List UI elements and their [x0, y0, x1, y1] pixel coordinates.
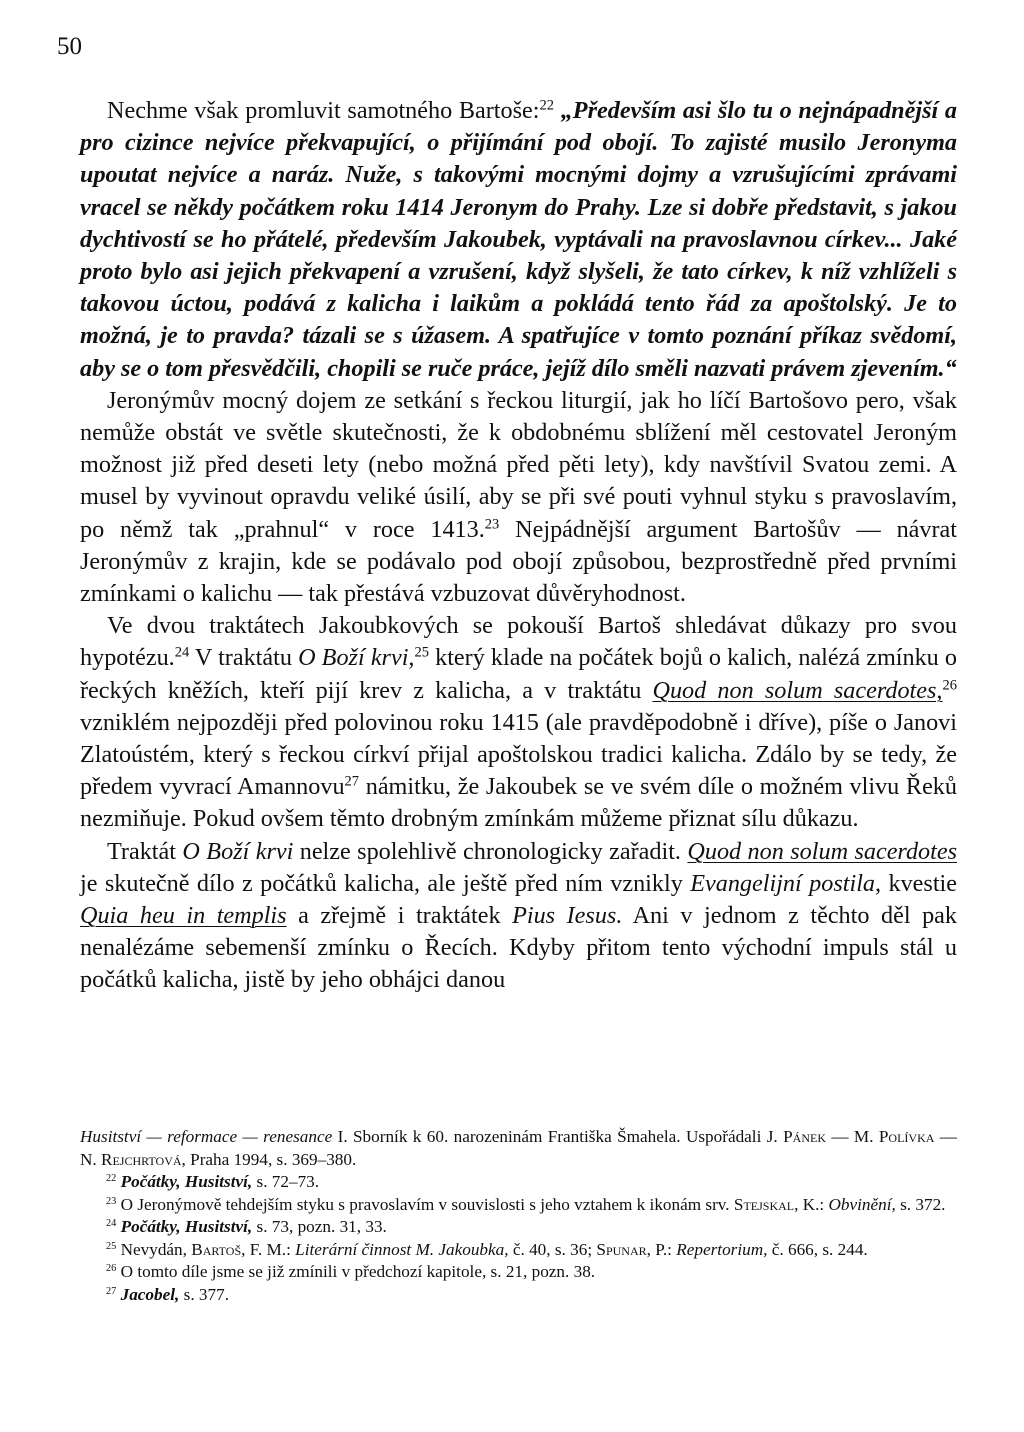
text-run: s. 72–73. [252, 1172, 320, 1191]
text-run: O Jeronýmově tehdejším styku s pravoslavím v souvislosti s jeho vztahem k ikonám srv. [116, 1194, 734, 1214]
text-run: „Především asi šlo tu o nejnápadnější a pro cizince nejvíce překvapující, o přijímání pod obojí. To zajisté musilo Jeronyma upoutat nejvíce a naráz. Nuže, s takovými mocnými dojmy a vzrušujícími zprávami vracel se někdy počátkem roku 1414 Jeronym do Prahy. Lze si dobře představit, s jakou dychtivostí se ho přátelé, především Jakoubek, vyptávali na pravoslavnou církev... Jaké proto bylo asi jejich překvapení a vzrušení, když slyšeli, že tato církev, k níž vzhlíželi s takovou úctou, podává z kalicha i laikům a pokládá tento řád za apoštolský. Je to možná, je to pravda? tázali se s úžasem. A spatřujíce v tomto poznání příkaz svědomí, aby se o tom přesvědčili, chopili se ruče práce, jejíž dílo směli nazvati právem zjevením.“ [80, 97, 957, 382]
text-run: Jeronýmův mocný dojem ze setkání s řeckou liturgií, jak ho líčí Bartošovo pero, však nemůže obstát ve světle skutečnosti, že k obdobnému sblížení měl cestovatel Jeroným možnost již před deseti lety (nebo možná před pěti lety), kdy navštívil Svatou zemi. A musel by vyvinout opravdu veliké úsilí, aby se při své pouti vyhnul styku s pravoslavím, po němž tak „prahnul“ v roce 1413. [80, 386, 957, 543]
text-run: Nejpádnější argument Bartošův — návrat Jeronýmův z krajin, kde se podávalo pod obojí způsobou, bezprostředně před prvními zmínkami o kalichu — tak přestává vzbuzovat důvěryhodnost. [80, 515, 957, 608]
paragraph [80, 95, 957, 385]
footnote-ref: 27 [344, 773, 360, 790]
footnote [80, 1194, 957, 1217]
footnote-ref: 24 [174, 644, 190, 661]
text-run: Nechme však promluvit samotného Bartoše: [107, 97, 540, 124]
footnote-ref: 22 [106, 1172, 117, 1184]
text-run: Jacobel, [120, 1284, 180, 1304]
text-run: Husitství — reformace — renesance [80, 1127, 333, 1146]
text-run: Stejskal [733, 1194, 795, 1214]
text-run: je skutečně dílo z počátků kalicha, ale ještě před ním vznikly [80, 869, 691, 897]
text-run: O Boží krvi, [298, 644, 415, 672]
text-run: Počátky, Husitství, [120, 1172, 253, 1191]
text-run: Rejchrtová [101, 1149, 182, 1169]
footnote [80, 1239, 957, 1262]
text-run: Quia heu in templis [80, 902, 287, 930]
footnote [80, 1284, 957, 1307]
text-run: Pius Iesus. [512, 902, 623, 930]
page-number: 50 [57, 33, 82, 60]
text-run: V traktátu [189, 644, 299, 672]
text-run: Quod non solum sacerdotes [687, 837, 958, 865]
text-run: č. 666, s. 244. [767, 1239, 868, 1259]
footnote-ref: 26 [106, 1262, 117, 1274]
text-run: O Boží krvi [182, 837, 294, 865]
text-run: Obvinění, [828, 1194, 896, 1214]
text-run: vzniklém nejpozději před polovinou roku 1415 (ale pravděpodobně i dříve), píše o Janovi Zlatoústém, který s řeckou církví přijal apoštolskou tradici kalicha. Zdálo by se tedy, že předem vyvrací Amannovu [80, 708, 957, 801]
text-run: Nevydán, [116, 1239, 192, 1259]
text-run: Bartoš [191, 1239, 242, 1259]
text-run: , Praha 1994, s. 369–380. [181, 1149, 357, 1169]
text-run: , F. M.: [241, 1239, 296, 1259]
text-run: č. 40, s. 36; [508, 1239, 597, 1259]
text-run: s. 377. [179, 1284, 229, 1304]
footnote [80, 1261, 957, 1284]
text-run: O tomto díle jsme se již zmínili v předchozí kapitole, s. 21, pozn. 38. [116, 1262, 596, 1281]
footnote-ref: 27 [106, 1285, 117, 1297]
text-run: s. 372. [895, 1194, 946, 1214]
body-text [80, 95, 957, 997]
text-run: Pánek [783, 1127, 826, 1146]
text-run: který klade na počátek bojů o kalich, nalézá zmínku o řeckých kněžích, kteří pijí krev z kalicha, a v traktátu [80, 644, 957, 704]
footnote-ref: 23 [106, 1195, 117, 1207]
text-run: nelze spolehlivě chronologicky zařadit. [293, 837, 688, 865]
footnote-ref: 23 [484, 515, 500, 532]
paragraph [80, 610, 957, 835]
footnote-ref: 24 [106, 1217, 117, 1229]
paragraph [80, 385, 957, 610]
footnotes [80, 1126, 957, 1306]
footnote-ref: 26 [942, 676, 957, 693]
text-run: námitku, že Jakoubek se ve svém díle o možném vlivu Řeků nezmiňuje. Pokud ovšem těmto drobným zmínkám můžeme přiznat sílu důkazu. [80, 773, 957, 833]
text-run: a zřejmě i traktátek [286, 902, 513, 930]
footnote [80, 1216, 957, 1239]
text-run: , P.: [646, 1239, 677, 1259]
text-run: Repertorium, [676, 1239, 768, 1259]
paragraph [80, 836, 957, 997]
text-run: Evangelijní postila, [690, 869, 882, 897]
text-run: Ani v jednom z těchto děl pak nenalézáme sebemenší zmínku o Řecích. Kdyby přitom tento východní impuls stál u počátků kalicha, jistě by jeho obhájci danou [80, 902, 957, 994]
text-run: s. 73, pozn. 31, 33. [252, 1217, 387, 1236]
text-run: Ve dvou traktátech Jakoubkových se pokouší Bartoš shledávat důkazy pro svou hypotézu. [80, 612, 957, 672]
text-run: — M. [825, 1127, 879, 1146]
text-run: — N. [80, 1127, 957, 1169]
footnote-ref: 22 [539, 97, 555, 114]
footnote [80, 1171, 957, 1194]
text-run: Spunar [596, 1239, 647, 1259]
text-run: Traktát [107, 837, 183, 865]
footnote [80, 1126, 957, 1171]
text-run: Polívka [878, 1127, 935, 1146]
text-run: Literární činnost M. Jakoubka, [295, 1239, 509, 1259]
footnote-ref: 25 [106, 1240, 117, 1252]
text-run: kvestie [881, 869, 957, 897]
footnote-ref: 25 [414, 644, 429, 661]
text-run: Quod non solum sacerdotes, [652, 676, 943, 704]
text-run: Počátky, Husitství, [120, 1217, 253, 1236]
text-run: , K.: [794, 1194, 829, 1214]
text-run: I. Sborník k 60. narozeninám Františka Šmahela. Uspořádali J. [332, 1127, 784, 1146]
